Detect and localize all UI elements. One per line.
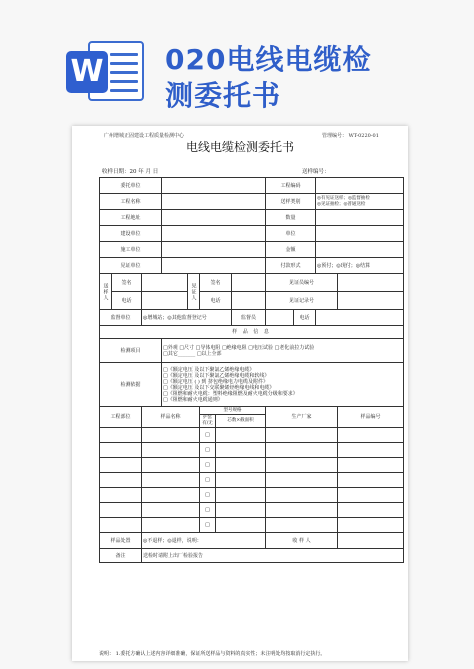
- sample-no-cell[interactable]: [338, 473, 404, 488]
- sample-no-cell[interactable]: [338, 488, 404, 503]
- sender-signature-field[interactable]: [142, 274, 188, 292]
- name-cell[interactable]: [142, 518, 200, 533]
- client-label: 委托单位: [100, 178, 162, 194]
- test-basis-label: 检测依据: [100, 363, 162, 407]
- sample-no-cell[interactable]: [338, 458, 404, 473]
- checkbox-icon: □: [205, 462, 210, 468]
- basis-line6: □《阻燃和耐火电缆通则》: [163, 396, 223, 403]
- name-cell[interactable]: [142, 503, 200, 518]
- maker-cell[interactable]: [266, 443, 338, 458]
- checkbox-icon: □: [205, 492, 210, 498]
- sender-phone-label: 电话: [112, 292, 142, 310]
- maker-cell[interactable]: [266, 428, 338, 443]
- sample-type-options-line1: ◎有见证送样；◎监督抽检: [317, 195, 370, 201]
- sample-type-label: 送样类别: [266, 194, 316, 210]
- cores-cell[interactable]: [216, 503, 266, 518]
- witness-id-label: 见证员编号: [266, 274, 338, 292]
- test-items-line1: □外观 □尺寸 □导体电阻 □绝缘电阻 □电压试验 □老化前拉力试验: [163, 344, 315, 351]
- witness-phone-label: 电话: [200, 292, 232, 310]
- remarks-text: 送检时请附上出厂检验报告: [142, 549, 404, 563]
- cores-cell[interactable]: [216, 473, 266, 488]
- test-basis-options[interactable]: [162, 363, 404, 407]
- basis-line1: □《额定电压 及以下聚氯乙烯绝缘电缆》: [163, 366, 255, 373]
- management-number: 管理编号： WT-0220-01: [322, 133, 379, 139]
- witness-record-field[interactable]: [338, 292, 404, 310]
- checkbox-icon: □: [205, 432, 210, 438]
- checkbox-icon: □: [205, 522, 210, 528]
- checkbox-icon: □: [205, 507, 210, 513]
- checkbox-icon: □: [205, 477, 210, 483]
- build-unit-field[interactable]: [162, 226, 266, 242]
- witness-phone-field[interactable]: [232, 292, 266, 310]
- checkbox-icon: □: [205, 447, 210, 453]
- construction-unit-field[interactable]: [162, 242, 266, 258]
- sample-no-cell[interactable]: [338, 428, 404, 443]
- sender-phone-field[interactable]: [142, 292, 188, 310]
- receiver-field[interactable]: [338, 533, 404, 549]
- maker-cell[interactable]: [266, 518, 338, 533]
- banner-title-line1: 020电线电缆检: [165, 43, 372, 76]
- org-name: 广州增城正固建设工程质量检测中心: [104, 133, 185, 139]
- col-location-header: 工程部位: [100, 407, 142, 428]
- col-sheath-header: 护套有/无: [200, 415, 216, 428]
- witness-signature-label: 签名: [200, 274, 232, 292]
- client-field[interactable]: [162, 178, 266, 194]
- sample-type-options[interactable]: [316, 194, 404, 210]
- maker-cell[interactable]: [266, 503, 338, 518]
- sheath-checkbox[interactable]: [200, 488, 216, 503]
- quantity-field[interactable]: [316, 210, 404, 226]
- form-title: 电线电缆检测委托书: [185, 140, 294, 154]
- sample-no-cell[interactable]: [338, 518, 404, 533]
- cores-cell[interactable]: [216, 428, 266, 443]
- col-sample-no-header: 样品编号: [338, 407, 404, 428]
- project-code-field[interactable]: [316, 178, 404, 194]
- unit-field[interactable]: [316, 226, 404, 242]
- sample-no-cell[interactable]: [338, 503, 404, 518]
- build-unit-label: 建设单位: [100, 226, 162, 242]
- test-items-label: 检测项目: [100, 339, 162, 363]
- supervisor-field[interactable]: [266, 310, 294, 326]
- witness-record-label: 见证记录号: [266, 292, 338, 310]
- name-cell[interactable]: [142, 428, 200, 443]
- supervisor-unit-options[interactable]: ◎增城站；◎其他监督登记号: [142, 310, 232, 326]
- test-items-line2: □其它_______ □以上全部: [163, 350, 222, 357]
- cores-cell[interactable]: [216, 518, 266, 533]
- cores-cell[interactable]: [216, 488, 266, 503]
- location-cell[interactable]: [100, 518, 142, 533]
- location-cell[interactable]: [100, 503, 142, 518]
- basis-line5: □《阻燃和耐火电缆：塑料绝缘阻燃及耐火电缆分级和要求》: [163, 390, 298, 397]
- location-cell[interactable]: [100, 443, 142, 458]
- supervisor-label: 监督员: [232, 310, 266, 326]
- project-address-label: 工程地址: [100, 210, 162, 226]
- name-cell[interactable]: [142, 458, 200, 473]
- payment-options[interactable]: ◎预付；◎现付；◎结算: [316, 258, 404, 274]
- name-cell[interactable]: [142, 443, 200, 458]
- cores-cell[interactable]: [216, 458, 266, 473]
- col-cores-header: 芯数×截面积: [216, 415, 266, 428]
- sheath-checkbox[interactable]: [200, 458, 216, 473]
- col-name-header: 样品名称: [142, 407, 200, 428]
- word-badge: W: [66, 51, 108, 93]
- col-maker-header: 生产厂家: [266, 407, 338, 428]
- payment-label: 付款形式: [266, 258, 316, 274]
- location-cell[interactable]: [100, 473, 142, 488]
- supervisor-phone-label: 电话: [294, 310, 316, 326]
- disposal-label: 样品处置: [100, 533, 142, 549]
- sample-number-label: 送样编号：: [302, 169, 330, 175]
- document-banner: [0, 0, 474, 120]
- sample-no-cell[interactable]: [338, 443, 404, 458]
- location-cell[interactable]: [100, 458, 142, 473]
- project-name-label: 工程名称: [100, 194, 162, 210]
- sender-signature-label: 签名: [112, 274, 142, 292]
- sheath-checkbox[interactable]: [200, 443, 216, 458]
- receive-date: 收样日期：20 年 月 日: [102, 169, 159, 175]
- location-cell[interactable]: [100, 488, 142, 503]
- banner-title-line2: 测委托书: [165, 79, 282, 112]
- remarks-label: 备注: [100, 549, 142, 563]
- col-model-header: 型号规格: [200, 407, 266, 415]
- quantity-label: 数量: [266, 210, 316, 226]
- sheath-checkbox[interactable]: [200, 428, 216, 443]
- project-code-label: 工程编码: [266, 178, 316, 194]
- form-sheet: [72, 126, 408, 661]
- word-icon: [66, 38, 148, 104]
- basis-line4: □《额定电压 及以下交联聚烯烃绝缘电线和电缆》: [163, 384, 275, 391]
- unit-label: 单位: [266, 226, 316, 242]
- construction-unit-label: 施工单位: [100, 242, 162, 258]
- supervisor-phone-field[interactable]: [316, 310, 404, 326]
- maker-cell[interactable]: [266, 458, 338, 473]
- maker-cell[interactable]: [266, 488, 338, 503]
- name-cell[interactable]: [142, 473, 200, 488]
- witness-unit-field[interactable]: [162, 258, 266, 274]
- disposal-options[interactable]: ◎不退样；◎退样，说明：: [142, 533, 266, 549]
- witness-signature-field[interactable]: [232, 274, 266, 292]
- supervisor-unit-label: 监督单位: [100, 310, 142, 326]
- basis-line3: □《额定电压 ( ) 到 挤包绝缘电力电缆及附件》: [163, 378, 268, 385]
- basis-line2: □《额定电压 及以下聚氯乙烯绝缘电缆和软线》: [163, 372, 270, 379]
- form-note: 说明： 1.委托方确认上述内容详细准确，保证所送样品与资料的真实性；未注明处均按取消行定执行。: [99, 651, 326, 657]
- entrust-table: [99, 177, 404, 563]
- cores-cell[interactable]: [216, 443, 266, 458]
- witness-id-field[interactable]: [338, 274, 404, 292]
- witness-unit-label: 见证单位: [100, 258, 162, 274]
- maker-cell[interactable]: [266, 473, 338, 488]
- amount-field[interactable]: [316, 242, 404, 258]
- sender-label: 送样人: [100, 274, 112, 310]
- sample-info-heading: 样 品 信 息: [100, 326, 404, 339]
- witness-person-label: 见证人: [188, 274, 200, 310]
- project-name-field[interactable]: [162, 194, 266, 210]
- amount-label: 金额: [266, 242, 316, 258]
- sheath-checkbox[interactable]: [200, 518, 216, 533]
- sheath-checkbox[interactable]: [200, 503, 216, 518]
- sample-type-options-line2: ◎见证抽检；◎普通送检: [317, 201, 366, 207]
- project-address-field[interactable]: [162, 210, 266, 226]
- location-cell[interactable]: [100, 428, 142, 443]
- receiver-label: 收 样 人: [266, 533, 338, 549]
- name-cell[interactable]: [142, 488, 200, 503]
- test-items-options[interactable]: [162, 339, 404, 363]
- sheath-checkbox[interactable]: [200, 473, 216, 488]
